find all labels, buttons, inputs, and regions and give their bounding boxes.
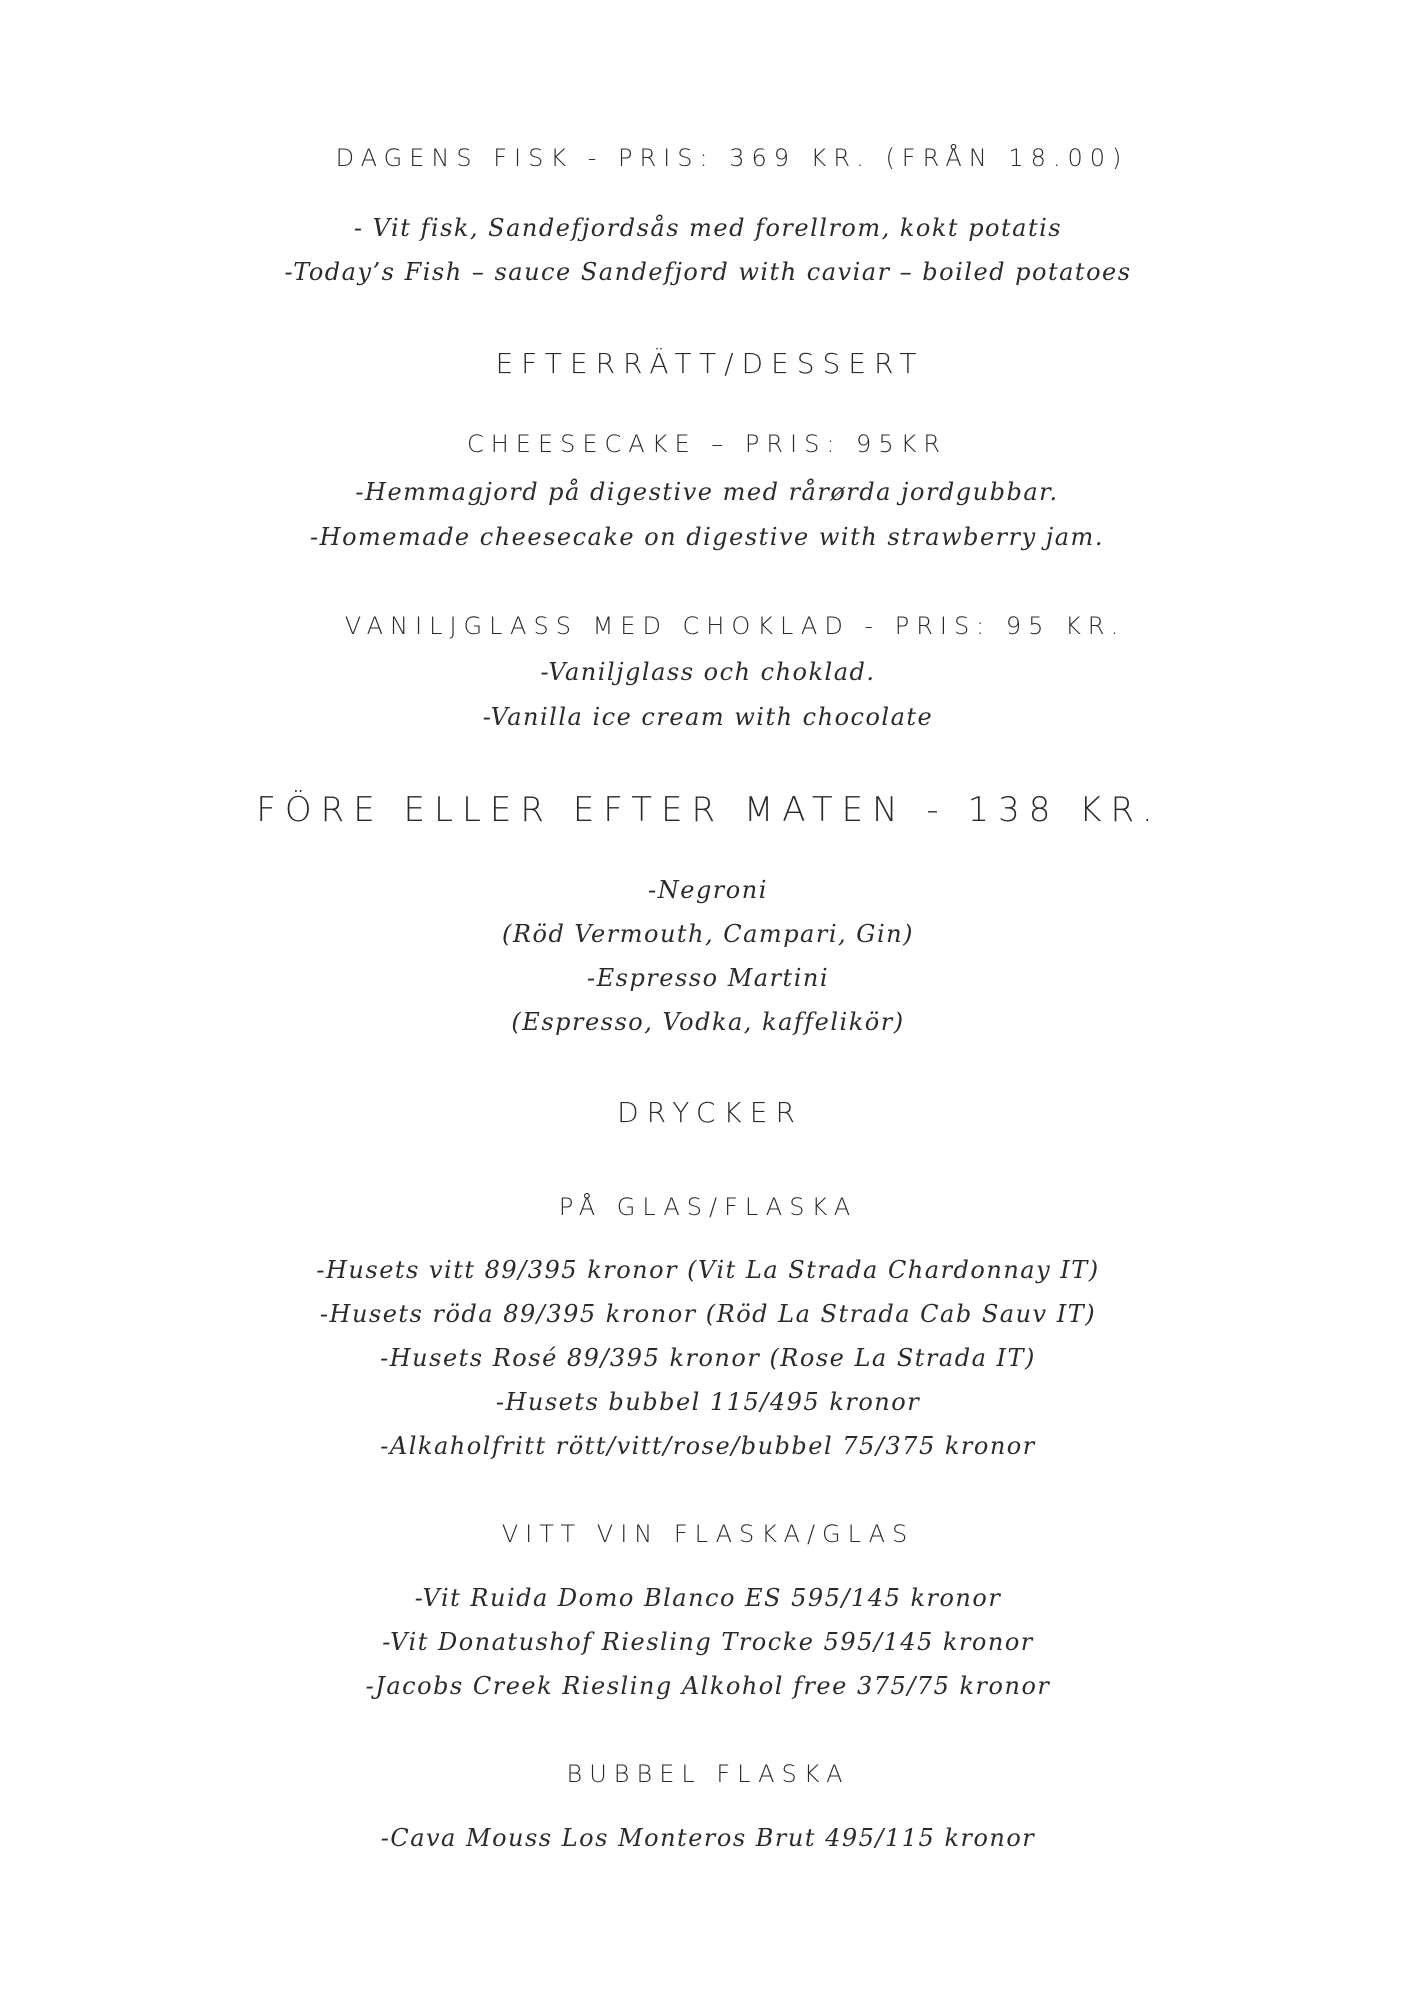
drink-item: -Vit Ruida Domo Blanco ES 595/145 kronor [414, 1584, 1002, 1612]
ice-cream-description-en: -Vanilla ice cream with chocolate [482, 703, 934, 731]
drink-item: -Vit Donatushof Riesling Trocke 595/145 kronor [382, 1628, 1034, 1656]
ice-cream-description-sv: -Vaniljglass och choklad. [540, 658, 876, 686]
drinks-heading: DRYCKER [617, 1096, 803, 1129]
drinks-group-glass-bottle-title: PÅ GLAS/FLASKA [558, 1193, 858, 1221]
ice-cream-title: VANILJGLASS MED CHOKLAD - PRIS: 95 KR. [344, 612, 1126, 640]
dessert-heading: EFTERRÄTT/DESSERT [495, 347, 925, 380]
drink-item: -Jacobs Creek Riesling Alkohol free 375/75 kronor [365, 1672, 1051, 1700]
cheesecake-title: CHEESECAKE – PRIS: 95KR [467, 430, 947, 458]
drink-item: -Husets röda 89/395 kronor (Röd La Strada Cab Sauv IT) [319, 1300, 1097, 1328]
drinks-group-white-wine-title: VITT VIN FLASKA/GLAS [501, 1520, 915, 1548]
fish-description-en: -Today’s Fish – sauce Sandefjord with caviar – boiled potatoes [284, 258, 1132, 286]
drink-item: -Cava Mouss Los Monteros Brut 495/115 kronor [380, 1824, 1036, 1852]
cocktail-item-espresso-martini-ingredients: (Espresso, Vodka, kaffelikör) [511, 1008, 905, 1036]
drink-item: -Husets vitt 89/395 kronor (Vit La Strada Chardonnay IT) [316, 1256, 1100, 1284]
drinks-group-sparkling-title: BUBBEL FLASKA [566, 1760, 850, 1788]
drink-item: -Alkaholfritt rött/vitt/rose/bubbel 75/375 kronor [380, 1432, 1036, 1460]
cocktail-item-espresso-martini: -Espresso Martini [586, 964, 830, 992]
cocktails-heading: FÖRE ELLER EFTER MATEN - 138 KR. [256, 790, 1162, 830]
cheesecake-description-en: -Homemade cheesecake on digestive with strawberry jam. [310, 523, 1104, 551]
fish-heading: DAGENS FISK - PRIS: 369 KR. (FRÅN 18.00) [335, 144, 1129, 172]
drink-item: -Husets bubbel 115/495 kronor [495, 1388, 921, 1416]
cocktail-item-negroni-ingredients: (Röd Vermouth, Campari, Gin) [502, 920, 914, 948]
drink-item: -Husets Rosé 89/395 kronor (Rose La Strada IT) [380, 1344, 1036, 1372]
cheesecake-description-sv: -Hemmagjord på digestive med rårørda jordgubbar. [355, 478, 1059, 506]
fish-description-sv: - Vit fisk, Sandefjordsås med forellrom, kokt potatis [353, 214, 1063, 242]
cocktail-item-negroni: -Negroni [648, 876, 768, 904]
